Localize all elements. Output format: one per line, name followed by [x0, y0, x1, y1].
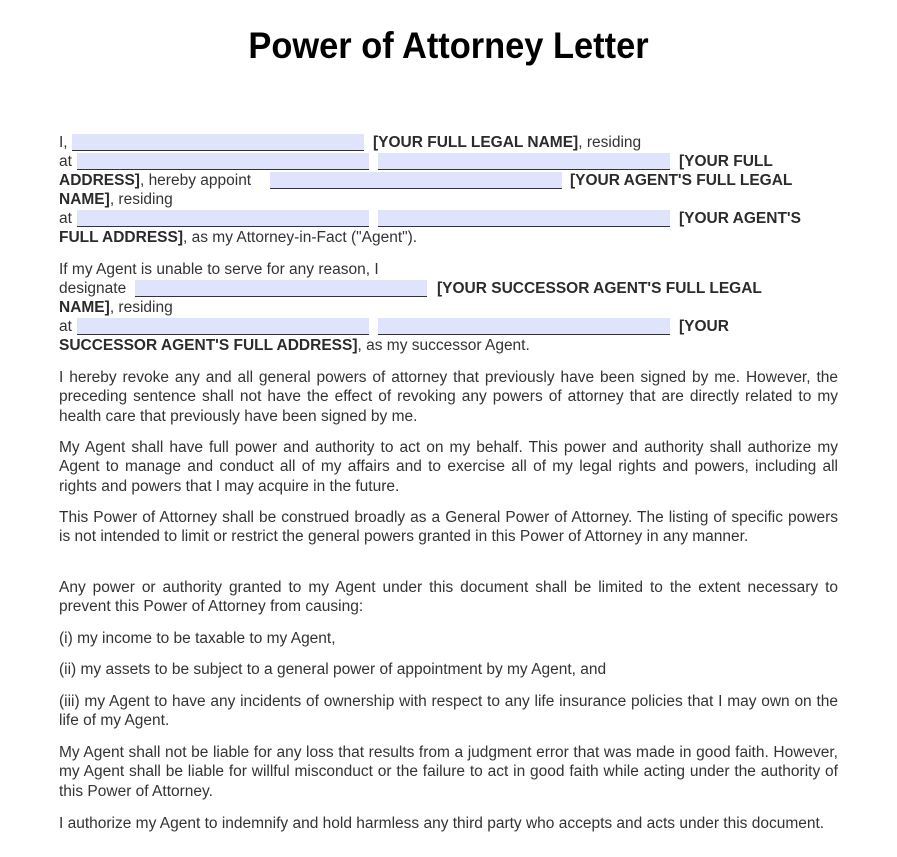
principal-name-field[interactable] [72, 134, 364, 151]
list-item-ii: (ii) my assets to be subject to a general power of appointment by my Agent, and [59, 661, 607, 678]
paragraph-agent-authority: My Agent shall have full power and authority to act on my behalf. This power and authority shall authorize my Agent to manage and conduct all of my affairs and to exercise all of my legal rights and powers, including all rights and powers that I may acquire in the future. [59, 439, 838, 495]
agent-name-placeholder-label-1: [YOUR AGENT'S FULL LEGAL [570, 172, 793, 189]
principal-address-placeholder-label-2: ADDRESS] [59, 172, 140, 189]
successor-line3-text [59, 298, 173, 317]
successor-name-field[interactable] [135, 280, 427, 297]
paragraph-general-power: This Power of Attorney shall be construed broadly as a General Power of Attorney. The listing of specific powers is not intended to limit or restrict the general powers granted in this Power of Attorney in any manner. [59, 509, 838, 546]
principal-line1-prefix: I, [59, 134, 68, 151]
successor-line2-prefix: designate [59, 280, 127, 297]
list-item-iii: (iii) my Agent to have any incidents of ownership with respect to any life insurance policies that I may own on the life of my Agent. [59, 693, 838, 730]
paragraph-indemnify: I authorize my Agent to indemnify and hold harmless any third party who accepts and acts under this document. [59, 815, 825, 832]
agent-name-field[interactable] [270, 172, 562, 189]
successor-address-field-2[interactable] [378, 318, 670, 335]
list-item-i: (i) my income to be taxable to my Agent, [59, 630, 336, 647]
successor-name-placeholder-label-1: [YOUR SUCCESSOR AGENT'S FULL LEGAL [437, 280, 762, 297]
successor-line3-suffix: , residing [109, 299, 173, 316]
principal-line4-text [59, 190, 173, 209]
principal-address-field-2[interactable] [378, 153, 670, 170]
principal-line3-text [59, 171, 251, 190]
successor-line1: If my Agent is unable to serve for any reason, I [59, 261, 379, 278]
agent-name-placeholder-label-2: NAME] [59, 191, 110, 208]
successor-address-placeholder-label-2: SUCCESSOR AGENT'S FULL ADDRESS] [59, 337, 358, 354]
principal-line5-prefix: at [59, 210, 72, 227]
principal-name-placeholder-label: [YOUR FULL LEGAL NAME] [373, 134, 579, 151]
paragraph-liability: My Agent shall not be liable for any loss that results from a judgment error that was made in good faith. However, my Agent shall be liable for willful misconduct or the failure to act in good faith while acting under the authority of this Power of Attorney. [59, 744, 838, 800]
successor-address-field-1[interactable] [77, 318, 369, 335]
agent-address-placeholder-label-2: FULL ADDRESS] [59, 229, 183, 246]
agent-address-placeholder-label-1: [YOUR AGENT'S [679, 210, 801, 227]
successor-line4-prefix: at [59, 318, 72, 335]
agent-address-field-1[interactable] [77, 210, 369, 227]
successor-line5-text [59, 336, 530, 355]
principal-line3-mid: , hereby appoint [139, 172, 252, 189]
paragraph-limitation: Any power or authority granted to my Agent under this document shall be limited to the extent necessary to prevent this Power of Attorney from causing: [59, 579, 838, 616]
principal-line1-suffix: , residing [578, 134, 642, 151]
agent-address-field-2[interactable] [378, 210, 670, 227]
principal-address-field-1[interactable] [77, 153, 369, 170]
paragraph-revocation: I hereby revoke any and all general powers of attorney that previously have been signed by me. However, the preceding sentence shall not have the effect of revoking any powers of attorney that are directly related to my health care that previously have been signed by me. [59, 369, 838, 425]
principal-line6-suffix: , as my Attorney-in-Fact ("Agent"). [183, 229, 418, 246]
principal-line4-suffix: , residing [109, 191, 173, 208]
successor-name-placeholder-label-2: NAME] [59, 299, 110, 316]
principal-line2-prefix: at [59, 153, 72, 170]
principal-line6-text [59, 228, 417, 247]
successor-line5-suffix: , as my successor Agent. [357, 337, 530, 354]
document-title: Power of Attorney Letter [248, 25, 649, 66]
successor-address-placeholder-label-1: [YOUR [679, 318, 729, 335]
principal-line1-text [373, 133, 641, 152]
principal-address-placeholder-label-1: [YOUR FULL [679, 153, 773, 170]
